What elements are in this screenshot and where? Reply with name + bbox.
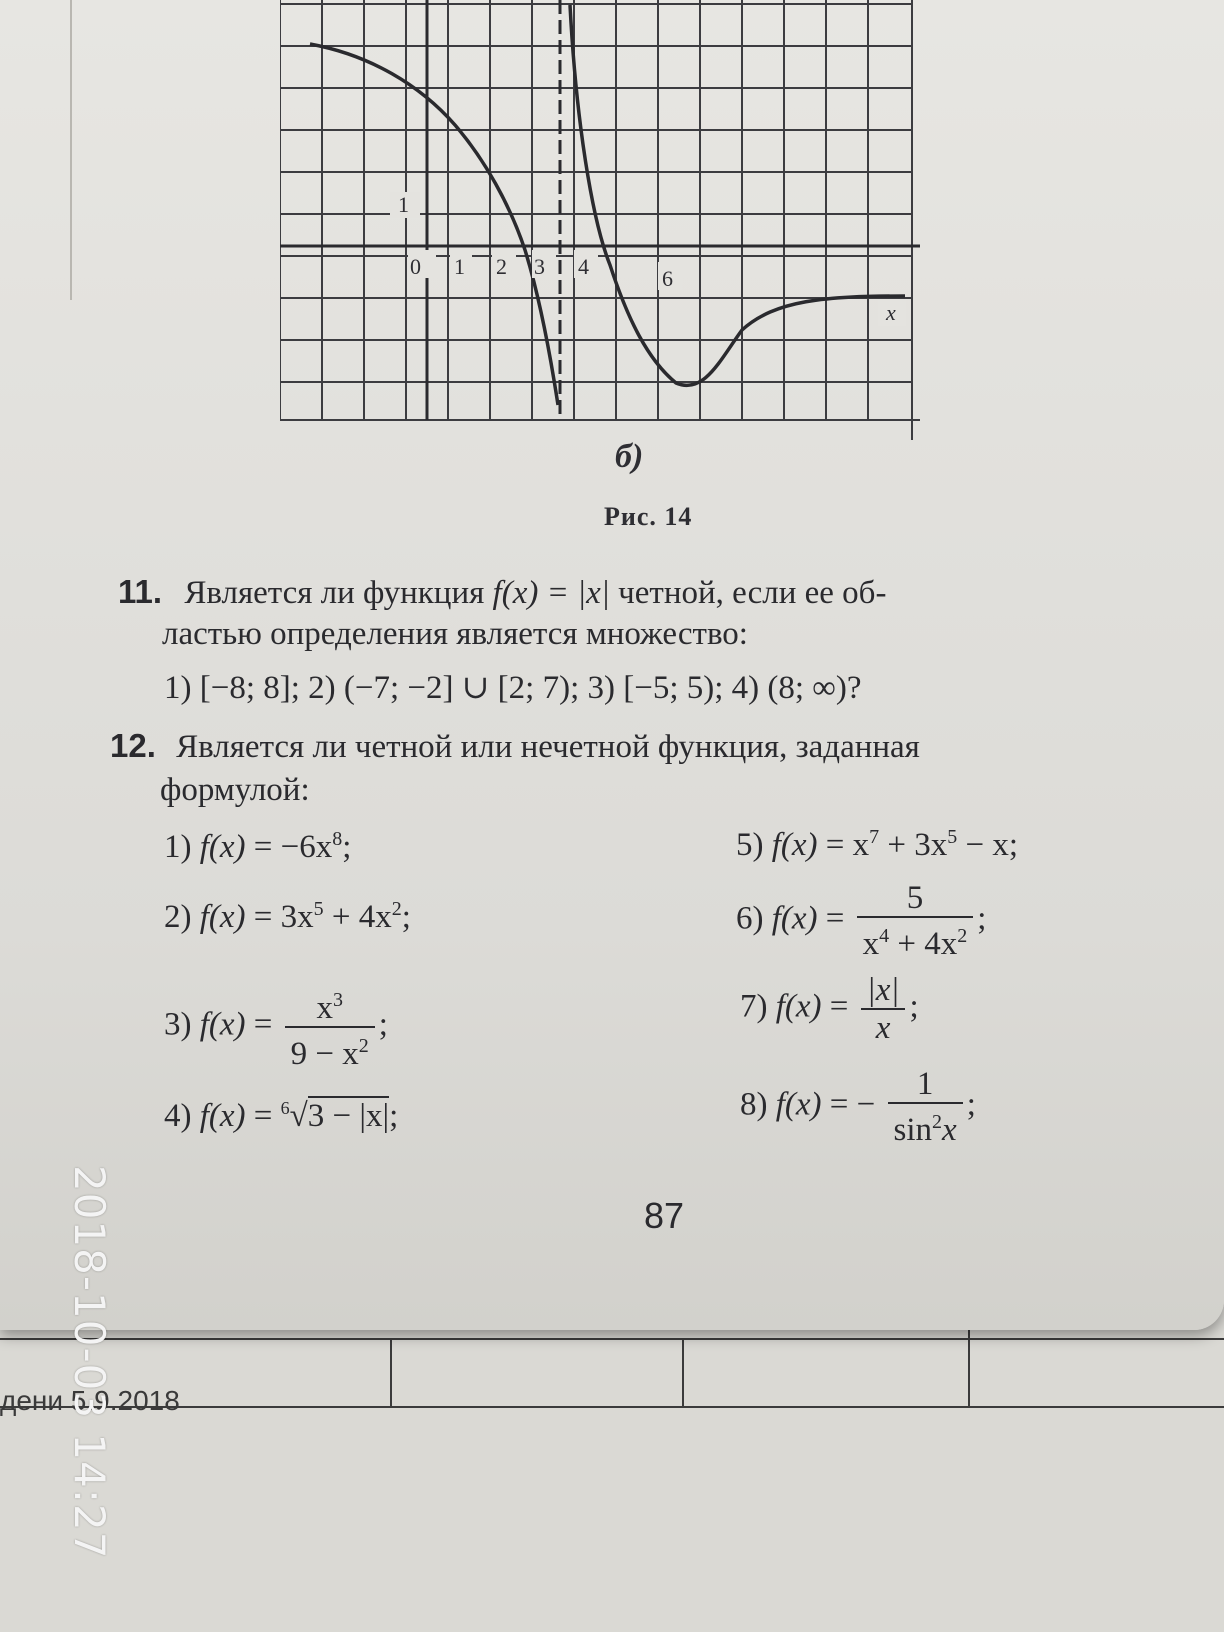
- formula-exponent: 3: [332, 989, 343, 1011]
- formula-body: = x: [817, 827, 870, 863]
- formula-fx: f(x): [199, 1098, 246, 1134]
- formula-end: ;: [401, 899, 411, 935]
- formula-exponent: 2: [391, 898, 402, 920]
- x-tick-label: 2: [496, 254, 507, 279]
- task-number: 11.: [118, 573, 163, 610]
- denominator-text: sin: [893, 1112, 933, 1148]
- formula-fraction: [861, 972, 906, 1046]
- formula-fx: f(x): [775, 988, 822, 1025]
- task-text: четной, если ее об-: [609, 575, 887, 611]
- x-axis-label: x: [886, 300, 896, 325]
- formula-exponent: 2: [358, 1035, 369, 1057]
- fraction-numerator: 5: [857, 880, 974, 918]
- form-table-lines: [0, 1330, 1224, 1410]
- formula-equals: =: [245, 1006, 273, 1043]
- formula-equals: = −: [821, 1086, 876, 1123]
- photo-timestamp: 2018-10-03 14:27: [65, 1165, 114, 1560]
- formula-exponent: 7: [869, 826, 880, 848]
- formula-label: 4): [164, 1098, 200, 1134]
- denominator-text: x: [862, 926, 880, 962]
- formula-equals: =: [245, 1098, 281, 1134]
- fraction-numerator: [285, 982, 375, 1028]
- fraction-numerator: 1: [888, 1066, 963, 1104]
- root-sign: √: [289, 1098, 308, 1134]
- denominator-text: + 4x: [889, 926, 958, 962]
- formula-exponent: 8: [332, 828, 343, 850]
- fraction-numerator: |x|: [861, 972, 906, 1010]
- formula-3: [164, 982, 388, 1072]
- formula-end: ;: [389, 1098, 399, 1134]
- formula-end: ;: [977, 900, 987, 937]
- denominator-text: x: [942, 1112, 957, 1148]
- formula-equals: =: [817, 900, 845, 937]
- formula-fx: f(x): [775, 1086, 822, 1123]
- figure-caption: Рис. 14: [604, 502, 693, 531]
- x-tick-label: 1: [454, 254, 465, 279]
- formula-body: = −6x: [245, 829, 333, 865]
- fraction-denominator: [857, 918, 974, 962]
- formula-label: 7): [740, 988, 776, 1025]
- fraction-denominator: [285, 1028, 375, 1072]
- radicand: 3 − |x|: [307, 1098, 390, 1134]
- x-tick-label: 6: [662, 266, 673, 291]
- x-tick-label: 3: [534, 254, 545, 279]
- formula-body: + 3x: [879, 827, 948, 863]
- figure-sublabel: б): [615, 438, 644, 475]
- formula-end: ;: [342, 829, 352, 865]
- formula-end: ;: [378, 1006, 388, 1043]
- formula-label: 2): [164, 899, 200, 935]
- formula-label: 5): [736, 827, 772, 863]
- formula-2: [164, 898, 411, 936]
- formula-exponent: 5: [947, 826, 958, 848]
- graph-curve-left: [310, 44, 558, 405]
- formula-fx: f(x): [771, 827, 818, 863]
- task-12-line-2: формулой:: [160, 772, 310, 808]
- formula-end: ;: [966, 1086, 976, 1123]
- formula-inline: f(x) = |x|: [492, 575, 610, 611]
- denominator-text: 9 − x: [290, 1036, 359, 1072]
- root-index: 6: [280, 1098, 290, 1118]
- formula-1: [164, 828, 351, 866]
- formula-label: 8): [740, 1086, 776, 1123]
- formula-exponent: 5: [313, 898, 324, 920]
- function-graph: [280, 0, 930, 460]
- formula-4: [164, 1098, 398, 1135]
- formula-fx: f(x): [199, 829, 246, 865]
- x-tick-label: 0: [410, 254, 421, 279]
- page-number: 87: [644, 1195, 685, 1236]
- formula-end: ;: [909, 988, 919, 1025]
- formula-body: = 3x: [245, 899, 314, 935]
- formula-7: [740, 972, 919, 1046]
- numerator-text: x: [316, 990, 333, 1026]
- formula-label: 6): [736, 900, 772, 937]
- formula-fx: f(x): [199, 1006, 246, 1043]
- page-spine: [70, 0, 72, 300]
- form-date: дени 5.9.2018: [0, 1385, 180, 1416]
- formula-fx: f(x): [199, 899, 246, 935]
- formula-body: − x;: [957, 827, 1019, 863]
- formula-label: 1): [164, 829, 200, 865]
- y-tick-label: 1: [398, 192, 409, 217]
- task-number: 12.: [110, 727, 156, 764]
- formula-5: [736, 826, 1018, 864]
- formula-body: + 4x: [323, 899, 392, 935]
- formula-exponent: 2: [932, 1111, 943, 1133]
- formula-fraction: [888, 1066, 963, 1148]
- formula-exponent: 2: [957, 925, 968, 947]
- formula-label: 3): [164, 1006, 200, 1043]
- formula-fraction: [857, 880, 974, 962]
- formula-equals: =: [821, 988, 849, 1025]
- formula-6: [736, 880, 986, 962]
- formula-fraction: [285, 982, 375, 1072]
- formula-fx: f(x): [771, 900, 818, 937]
- fraction-denominator: x: [875, 1010, 891, 1046]
- formula-8: [740, 1066, 976, 1148]
- graph-curve-right: [570, 5, 905, 385]
- task-11-answers: 1) [−8; 8]; 2) (−7; −2] ∪ [2; 7); 3) [−5; 5); 4) (8; ∞)?: [164, 670, 862, 706]
- task-text: Является ли четной или нечетной функция, заданная: [176, 729, 920, 765]
- x-tick-label: 4: [578, 254, 589, 279]
- formula-exponent: 4: [879, 925, 890, 947]
- task-text: Является ли функция: [184, 575, 493, 611]
- task-11-line-2: ластью определения является множество:: [162, 616, 748, 652]
- task-12-line-1: [110, 724, 920, 769]
- fraction-denominator: [888, 1104, 963, 1148]
- task-11-line-1: [118, 570, 886, 615]
